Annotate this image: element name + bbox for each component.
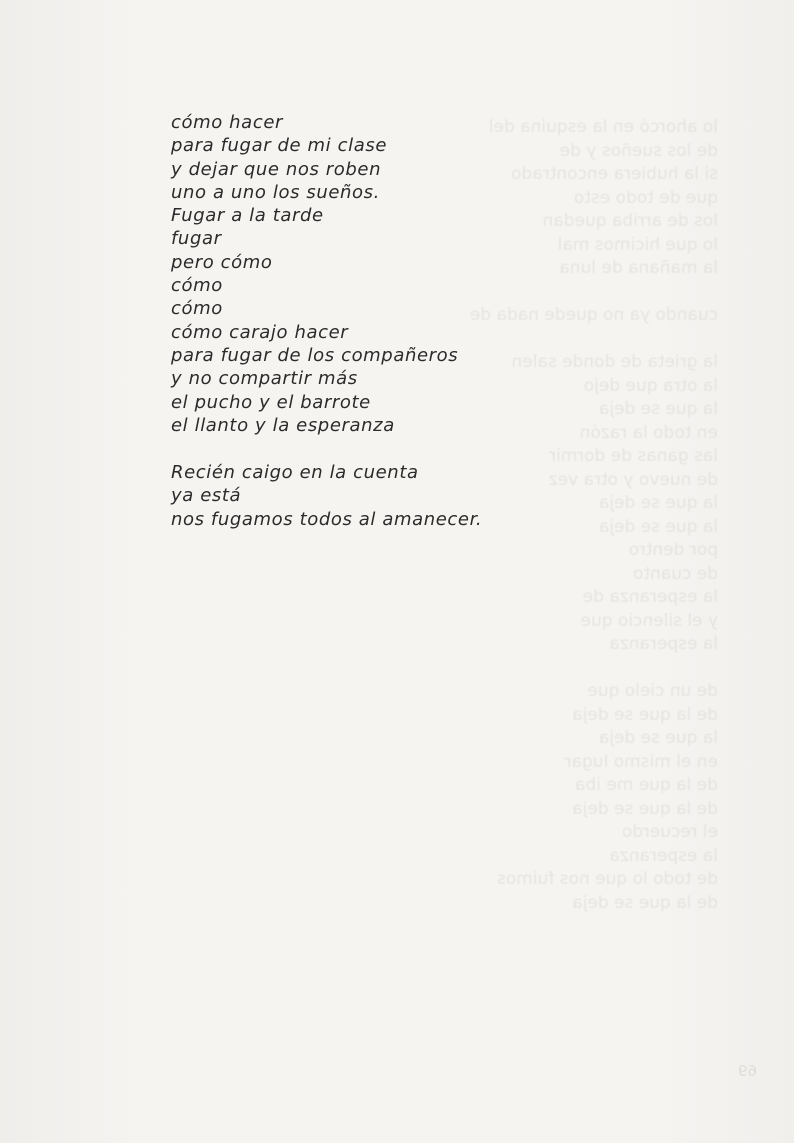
poem-line: cómo hacer [171,112,283,133]
poem-line: Fugar a la tarde [171,205,324,227]
poem [171,111,731,531]
poem-line: Recién caigo en la cuenta [171,462,419,484]
poem-line: y dejar que nos roben [171,158,382,180]
poem-line: para fugar de los compañeros [171,344,459,366]
bleed-through-text: lo ahorcó en la esquina del de los sueños y de si la hubiera encontrado que de todo esto los de arriba quedan lo que hicimos mal la mañana de luna cuando ya no quede nada de la grieta de donde salen la otra que dejo la que se deja en todo la razón las ganas de dormir de nuevo y otra vez la que se deja la que se deja por dentro de cuanto la esperanza de y el silencio que la esperanza de un cielo que de la que se deja la que se deja en el mismo lugar de la que me iba de la que se deja el recuerdo la esperanza de todo lo que nos fuimos de la que se deja [469,117,718,913]
poem-line: nos fugamos todos al amanecer. [171,508,483,530]
poem-line: uno a uno los sueños. [171,181,380,203]
stanza-break [171,437,731,461]
poem-line: cómo carajo hacer [171,321,349,343]
poem-line: cómo [171,298,223,320]
poem-line: y no compartir más [171,368,358,390]
poem-line: pero cómo [171,251,273,273]
poem-line: para fugar de mi clase [171,135,387,157]
poem-line: fugar [171,228,222,250]
poem-line: cómo [171,275,223,297]
bleed-through-page-number: 69 [738,1062,758,1080]
poem-line: el pucho y el barrote [171,391,371,413]
poem-line: ya está [171,485,242,507]
poem-line: el llanto y la esperanza [171,414,395,436]
